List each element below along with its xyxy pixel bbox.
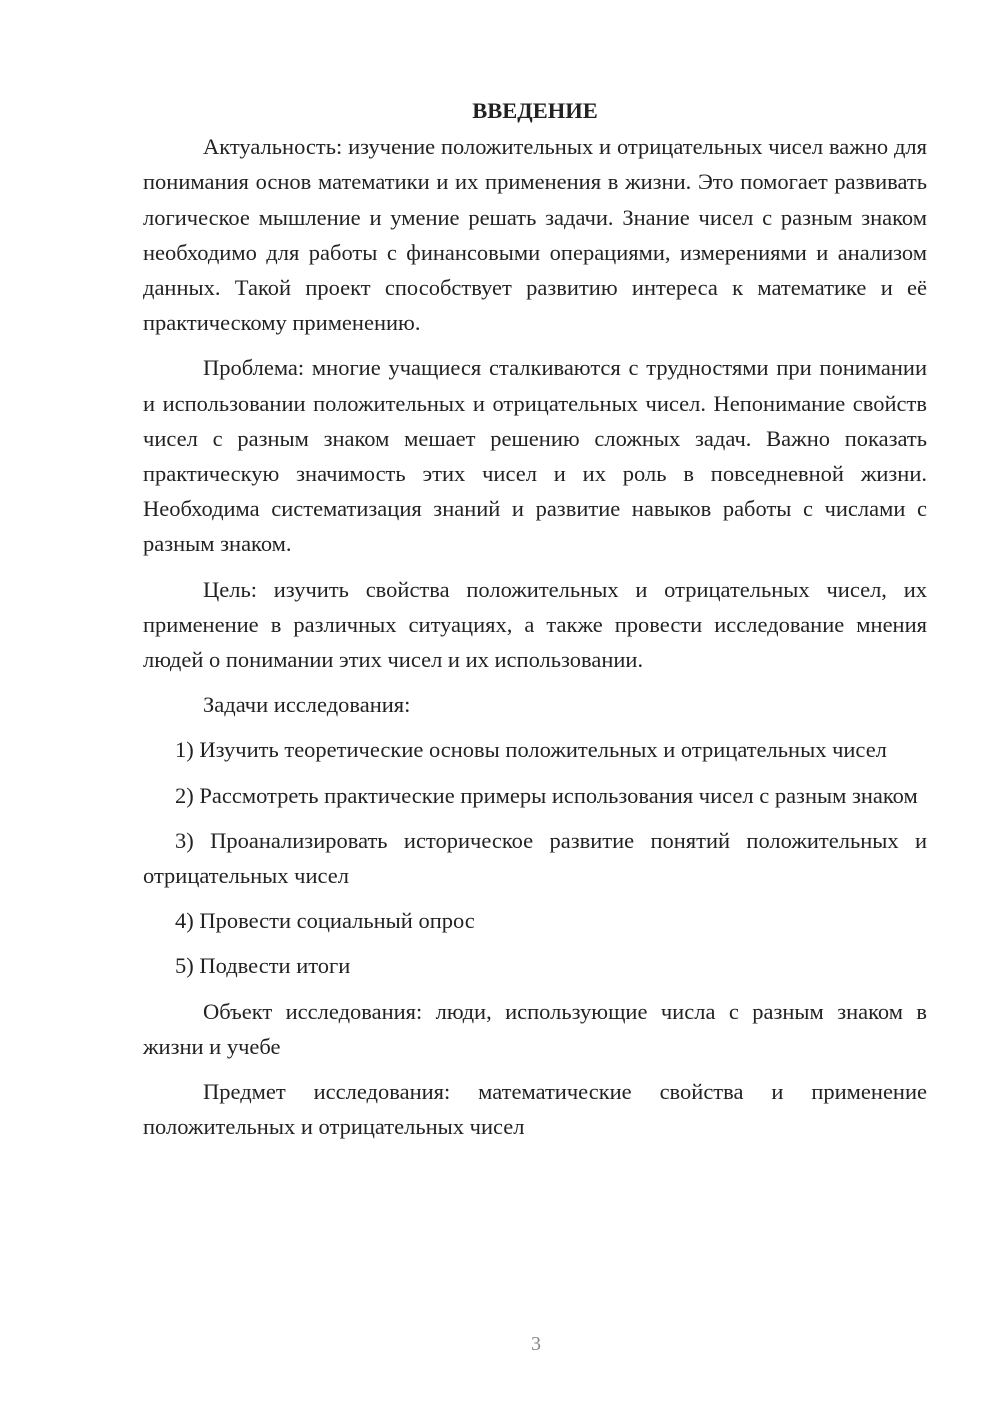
paragraph-subject: Предмет исследования: математические свойства и применение положительных и отрицательных чисел	[143, 1079, 927, 1140]
page-title: ВВЕДЕНИЕ	[472, 98, 598, 123]
task-item-4: 4) Провести социальный опрос	[175, 908, 475, 934]
task-item-2: 2) Рассмотреть практические примеры использования чисел с разным знаком	[175, 782, 918, 808]
page-content	[143, 93, 927, 1154]
paragraph-object: Объект исследования: люди, использующие числа с разным знаком в жизни и учебе	[143, 998, 927, 1059]
paragraph-goal: Цель: изучить свойства положительных и отрицательных чисел, их применение в различных ситуациях, а также провести исследование мнения людей о понимании этих чисел и их использовании.	[143, 576, 927, 673]
paragraph-problem: Проблема: многие учащиеся сталкиваются с трудностями при понимании и использовании положительных и отрицательных чисел. Непонимание свойств чисел с разным знаком мешает решению сложных задач. Важно показать практическую значимость этих чисел и их роль в повседневной жизни. Необходима систематизация знаний и развитие навыков работы с числами с разным знаком.	[143, 355, 927, 557]
page-number: 3	[531, 1333, 541, 1355]
task-item-1: 1) Изучить теоретические основы положительных и отрицательных чисел	[175, 737, 887, 763]
task-item-5: 5) Подвести итоги	[175, 953, 351, 979]
paragraph-relevance: Актуальность: изучение положительных и отрицательных чисел важно для понимания основ математики и их применения в жизни. Это помогает развивать логическое мышление и умение решать задачи. Знание чисел с разным знаком необходимо для работы с финансовыми операциями, измерениями и анализом данных. Такой проект способствует развитию интереса к математике и её практическому применению.	[143, 134, 927, 336]
task-item-3: 3) Проанализировать историческое развитие понятий положительных и отрицательных чисел	[143, 827, 927, 889]
tasks-heading: Задачи исследования:	[203, 692, 411, 718]
